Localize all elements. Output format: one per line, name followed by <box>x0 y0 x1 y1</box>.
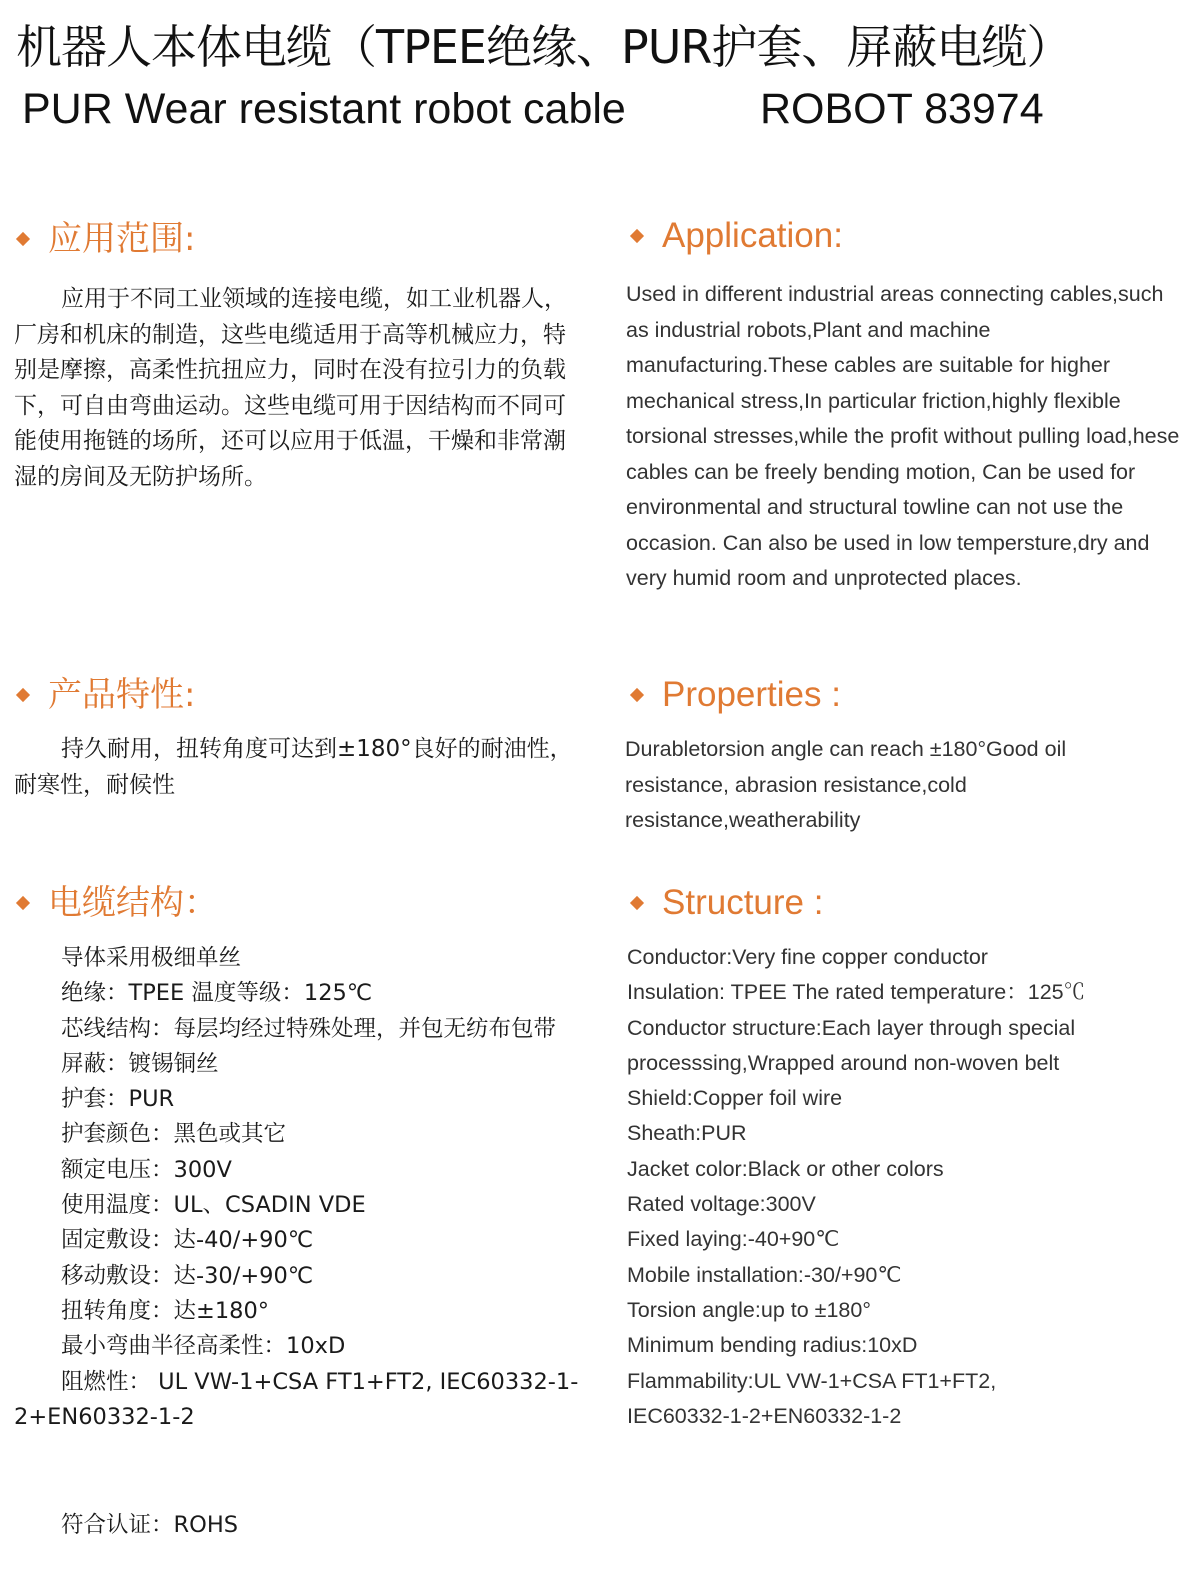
structure-item-en: Sheath:PUR <box>627 1121 747 1146</box>
properties-heading-en-text: Properties : <box>662 675 841 714</box>
structure-item-cn: 额定电压：300V <box>61 1156 232 1183</box>
structure-item-cn: 扭转角度：达±180° <box>61 1297 270 1324</box>
properties-text-en: Durabletorsion angle can reach ±180°Good oil resistance, abrasion resistance,cold resistance,weatherability <box>625 737 1067 832</box>
properties-heading-cn-text: 产品特性: <box>48 675 196 715</box>
structure-list-cn <box>14 941 584 1435</box>
structure-item-cn: 护套：PUR <box>61 1086 175 1113</box>
page-title-cn: 机器人本体电缆（TPEE绝缘、PUR护套、屏蔽电缆） <box>16 20 1072 74</box>
structure-item-en: Jacket color:Black or other colors <box>627 1156 944 1181</box>
structure-item-en: Conductor:Very fine copper conductor <box>627 945 988 969</box>
structure-heading-cn-text: 电缆结构： <box>48 883 218 923</box>
structure-list-en <box>627 940 1085 1434</box>
structure-item-cn: 固定敷设：达-40/+90℃ <box>61 1227 314 1254</box>
structure-item-cn: 导体采用极细单丝 <box>61 945 242 971</box>
application-text-cn: 应用于不同工业领域的连接电缆，如工业机器人，厂房和机床的制造，这些电缆适用于高等机械应力，特别是摩擦，高柔性抗扭应力，同时在没有拉引力的负载下，可自由弯曲运动。这些电缆可用于因结构而不同可能使用拖链的场所，还可以应用于低温，干燥和非常潮湿的房间及无防护场所。 <box>14 286 567 490</box>
diamond-bullet-icon <box>16 688 30 702</box>
application-heading-en-text: Application: <box>662 216 843 255</box>
certification <box>14 1508 238 1543</box>
structure-item-en: Minimum bending radius:10xD <box>627 1333 918 1358</box>
structure-item-cn: 绝缘：TPEE 温度等级：125℃ <box>61 980 373 1007</box>
diamond-bullet-icon <box>630 688 644 702</box>
structure-item-en: Shield:Copper foil wire <box>627 1086 843 1111</box>
structure-item-en: processsing,Wrapped around non-woven belt <box>627 1050 1060 1075</box>
structure-heading-en <box>632 880 823 926</box>
structure-item-cn: 移动敷设：达-30/+90℃ <box>61 1262 314 1289</box>
application-heading-cn <box>18 216 195 262</box>
structure-item-cn: 屏蔽：镀锡铜丝 <box>61 1050 219 1077</box>
application-text-en: Used in different industrial areas connecting cables,such as industrial robots,Plant and machine manufacturing.These cables are suitable for higher mechanical stress,In particular friction,highly flexible torsional stresses,while the profit without pulling load,hese cables can be freely bending motion, Can be used for environmental and structural towline can not use the occasion. Can also be used in low tempersture,dry and very humid room and unprotected places. <box>626 282 1180 590</box>
properties-text-cn: 持久耐用，扭转角度可达到±180°良好的耐油性，耐寒性，耐候性 <box>14 736 573 798</box>
structure-item-cn: 最小弯曲半径高柔性：10xD <box>61 1333 346 1360</box>
structure-item-en: IEC60332-1-2+EN60332-1-2 <box>627 1403 902 1428</box>
properties-heading-cn <box>18 672 195 718</box>
model-number: ROBOT 83974 <box>760 85 1044 133</box>
product-name-en: PUR Wear resistant robot cable <box>22 85 626 133</box>
application-heading-cn-text: 应用范围: <box>48 219 196 259</box>
structure-item-cn: 使用温度：UL、CSADIN VDE <box>61 1192 366 1219</box>
structure-item-en: Fixed laying:-40+90℃ <box>627 1227 840 1252</box>
structure-item-en: Mobile installation:-30/+90℃ <box>627 1262 902 1287</box>
page-title-en <box>22 82 1044 136</box>
diamond-bullet-icon <box>630 229 644 243</box>
certification-text-cn: 符合认证：ROHS <box>61 1512 239 1538</box>
structure-item-en: Rated voltage:300V <box>627 1192 816 1217</box>
properties-heading-en <box>632 672 841 718</box>
structure-heading-cn <box>18 880 218 926</box>
diamond-bullet-icon <box>630 896 644 910</box>
diamond-bullet-icon <box>16 896 30 910</box>
application-heading-en <box>632 213 843 259</box>
structure-item-cn: 护套颜色：黑色或其它 <box>61 1121 287 1148</box>
structure-item-en: Conductor structure:Each layer through special <box>627 1015 1076 1040</box>
diamond-bullet-icon <box>16 232 30 246</box>
structure-item-en: Flammability:UL VW-1+CSA FT1+FT2, <box>627 1368 997 1393</box>
structure-heading-en-text: Structure : <box>662 883 824 922</box>
structure-item-cn: 芯线结构：每层均经过特殊处理，并包无纺布包带 <box>61 1015 557 1042</box>
structure-item-en: Torsion angle:up to ±180° <box>627 1297 871 1322</box>
structure-item-en: Insulation: TPEE The rated temperature：125℃ <box>627 980 1086 1005</box>
structure-item-cn: 阻燃性： UL VW-1+CSA FT1+FT2, IEC60332-1-2+EN60332-1-2 <box>14 1368 579 1430</box>
